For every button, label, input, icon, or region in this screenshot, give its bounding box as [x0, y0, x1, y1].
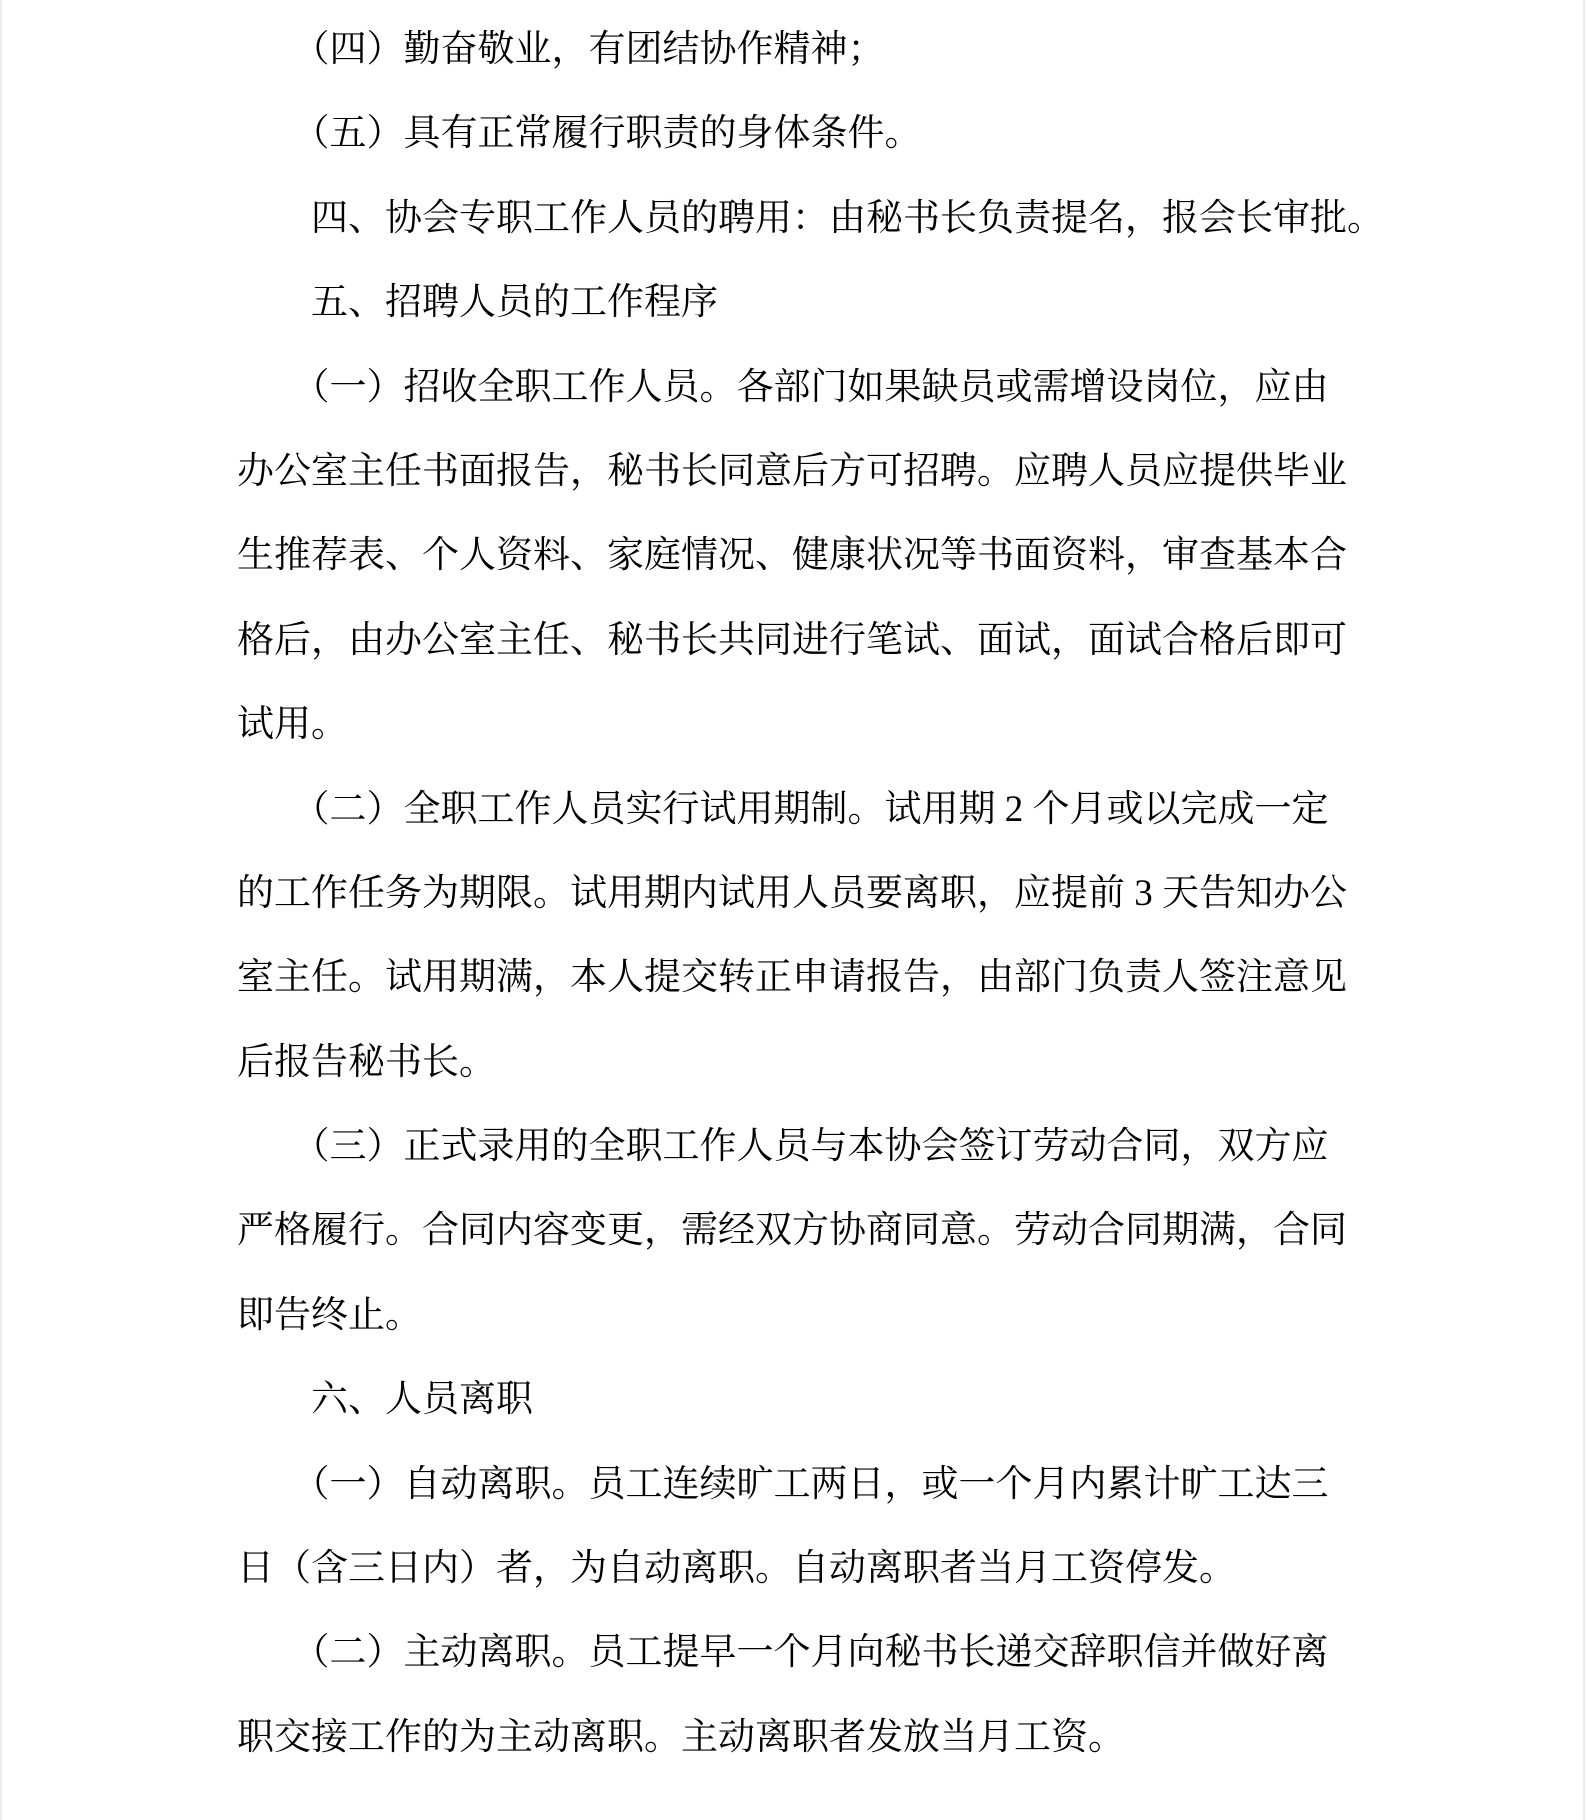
doc-line: 的工作任务为期限。试用期内试用人员要离职，应提前 3 天告知办公 — [237, 872, 1347, 914]
doc-line: （一）自动离职。员工连续旷工两日，或一个月内累计旷工达三 — [237, 1463, 1329, 1505]
doc-line: 格后，由办公室主任、秘书长共同进行笔试、面试，面试合格后即可 — [237, 619, 1347, 661]
doc-line: 后报告秘书长。 — [237, 1041, 496, 1083]
doc-line: 办公室主任书面报告，秘书长同意后方可招聘。应聘人员应提供毕业 — [237, 450, 1347, 492]
doc-line: （一）招收全职工作人员。各部门如果缺员或需增设岗位，应由 — [237, 366, 1329, 408]
doc-line: （四）勤奋敬业，有团结协作精神； — [237, 29, 885, 70]
page-left-edge — [0, 0, 2, 1820]
doc-line: 室主任。试用期满，本人提交转正申请报告，由部门负责人签注意见 — [237, 957, 1347, 999]
doc-line: 严格履行。合同内容变更，需经双方协商同意。劳动合同期满，合同 — [237, 1210, 1347, 1252]
doc-line: （五）具有正常履行职责的身体条件。 — [237, 113, 922, 155]
section-heading-line: 六、人员离职 — [237, 1379, 533, 1421]
section-heading-line: 四、协会专职工作人员的聘用：由秘书长负责提名，报会长审批。 — [237, 197, 1384, 239]
doc-line: 职交接工作的为主动离职。主动离职者发放当月工资。 — [237, 1716, 1125, 1758]
doc-line: 日（含三日内）者，为自动离职。自动离职者当月工资停发。 — [237, 1548, 1236, 1590]
doc-line: （三）正式录用的全职工作人员与本协会签订劳动合同，双方应 — [237, 1126, 1329, 1168]
doc-line: 试用。 — [237, 704, 348, 746]
doc-line: 生推荐表、个人资料、家庭情况、健康状况等书面资料，审查基本合 — [237, 535, 1347, 577]
doc-line: 即告终止。 — [237, 1294, 422, 1336]
doc-line: （二）全职工作人员实行试用期制。试用期 2 个月或以完成一定 — [237, 788, 1329, 830]
doc-line: （二）主动离职。员工提早一个月向秘书长递交辞职信并做好离 — [237, 1632, 1329, 1674]
section-heading-line: 五、招聘人员的工作程序 — [237, 282, 718, 324]
document-body — [237, 8, 1587, 1780]
